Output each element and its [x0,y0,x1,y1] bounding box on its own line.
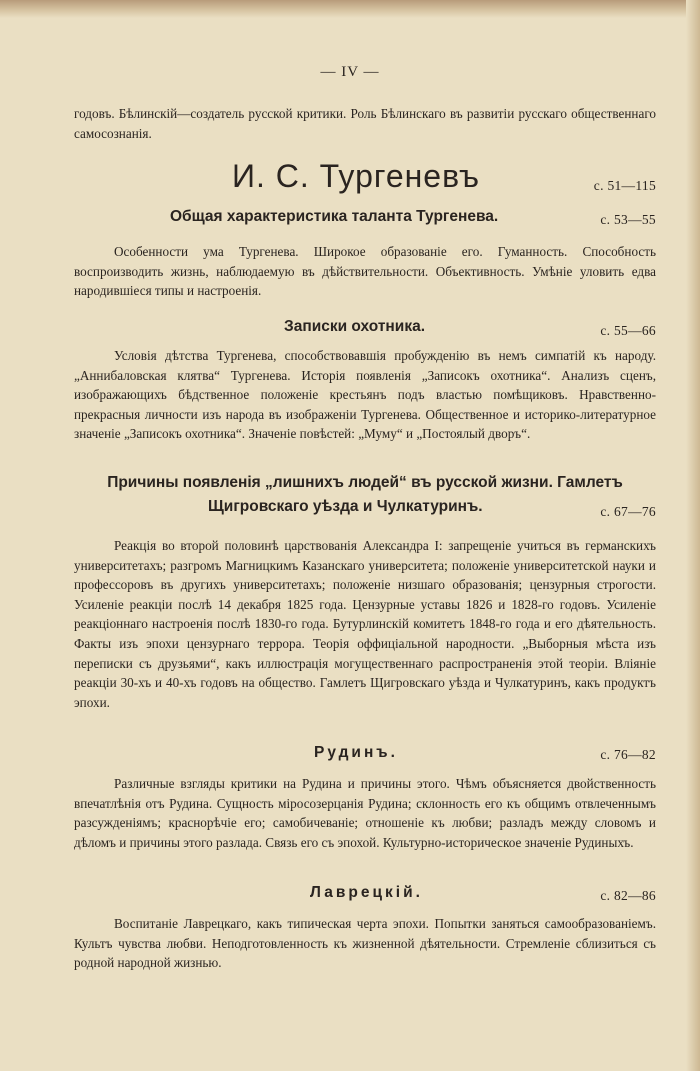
section-text: Различные взгляды критики на Рудина и причины этого. Чѣмъ объясняется двойственность впечатлѣнія отъ Рудина. Сущность міросозерцанія Рудина; склонность его къ общимъ отвлеченнымъ разсужденіямъ; краснорѣчіе его; самобичеваніе; отношеніе къ любви; разладъ между словомъ и дѣломъ и причины этого разлада. Связь его съ эпохой. Культурно-историческое значеніе Рудиныхъ. [74,776,656,850]
section-heading-row [74,744,656,768]
main-title: И. С. Тургеневъ [232,158,481,194]
main-title-pages: с. 51—115 [593,178,656,193]
section-text: Условія дѣтства Тургенева, способствовавшія пробужденію въ немъ симпатій къ народу. „Аннибаловская клятва“ Тургенева. Исторія появленія „Записокъ охотника“. Анализъ сценъ, изображающихъ бѣдственное положеніе крестьянъ подъ властью помѣщиковъ. Нравственно-прекрасныя личности изъ народа въ изображеніи Тургенева. Общественное и историко-литературное значеніе „Записокъ охотника“. Значеніе повѣстей: „Муму“ и „Постоялый дворъ“. [74,348,656,442]
section-body [74,536,656,712]
section-heading-row [74,208,656,232]
section-pages: с. 67—76 [600,504,656,519]
section-heading: Общая характеристика таланта Тургенева. [170,208,499,225]
section-heading-row [74,318,656,342]
section-heading: Записки охотника. [284,318,425,335]
section-heading-row [74,474,656,522]
intro-text: годовъ. Бѣлинскій—создатель русской критики. Роль Бѣлинскаго въ развитіи русскаго общественнаго самосознанія. [74,106,656,141]
section-body [74,242,656,301]
section-text: Реакція во второй половинѣ царствованія Александра I: запрещеніе учиться въ германскихъ университетахъ; разгромъ Магницкимъ Казанскаго университета; положеніе университетской науки и профессоровъ въ другихъ университетахъ; положеніе низшаго образованія; цензурныя строгости. Усиленіе реакціи послѣ 14 декабря 1825 года. Цензурные уставы 1826 и 1828-го годовъ. Усиленіе реакціоннаго настроенія послѣ 1830-го года. Бутурлинскій комитетъ 1848-го года и его дѣятельность. Факты изъ эпохи цензурнаго террора. Теорія оффиціальной народности. „Выборныя мѣста изъ переписки съ друзьями“, какъ иллюстрація могущественнаго распространенія этой теоріи. Вліяніе реакціи 30-хъ и 40-хъ годовъ на общество. Гамлетъ Щигровскаго уѣзда и Чулкатуринъ, какъ продуктъ эпохи. [74,538,656,710]
section-text: Особенности ума Тургенева. Широкое образованіе его. Гуманность. Способность воспроизводить жизнь, наблюдаемую въ дѣйствительности. Объективность. Умѣніе уловить едва народившіеся типы и настроенія. [74,244,656,299]
section-text: Воспитаніе Лаврецкаго, какъ типическая черта эпохи. Попытки заняться самообразованіемъ. Культъ чувства любви. Неподготовленность къ жизненной дѣятельности. Стремленіе сблизиться съ родной народной жизнью. [74,916,656,971]
section-pages: с. 53—55 [600,212,656,227]
section-body [74,346,656,444]
intro-paragraph [74,104,656,143]
section-heading-row [74,884,656,908]
page-top-edge [0,0,700,18]
section-heading: Рудинъ. [314,744,398,761]
section-body [74,774,656,852]
section-heading-line: Причины появленія „лишнихъ людей“ въ русской жизни. Гамлетъ [107,474,623,491]
section-pages: с. 76—82 [600,747,656,762]
section-heading-line: Щигровскаго уѣзда и Чулкатуринъ. [208,498,483,515]
section-pages: с. 82—86 [600,888,656,903]
section-body [74,914,656,973]
page-right-edge [686,0,700,1071]
page-number: — IV — [320,64,380,80]
main-title-row [74,158,656,200]
section-pages: с. 55—66 [600,323,656,338]
section-heading: Лаврецкій. [310,884,423,901]
